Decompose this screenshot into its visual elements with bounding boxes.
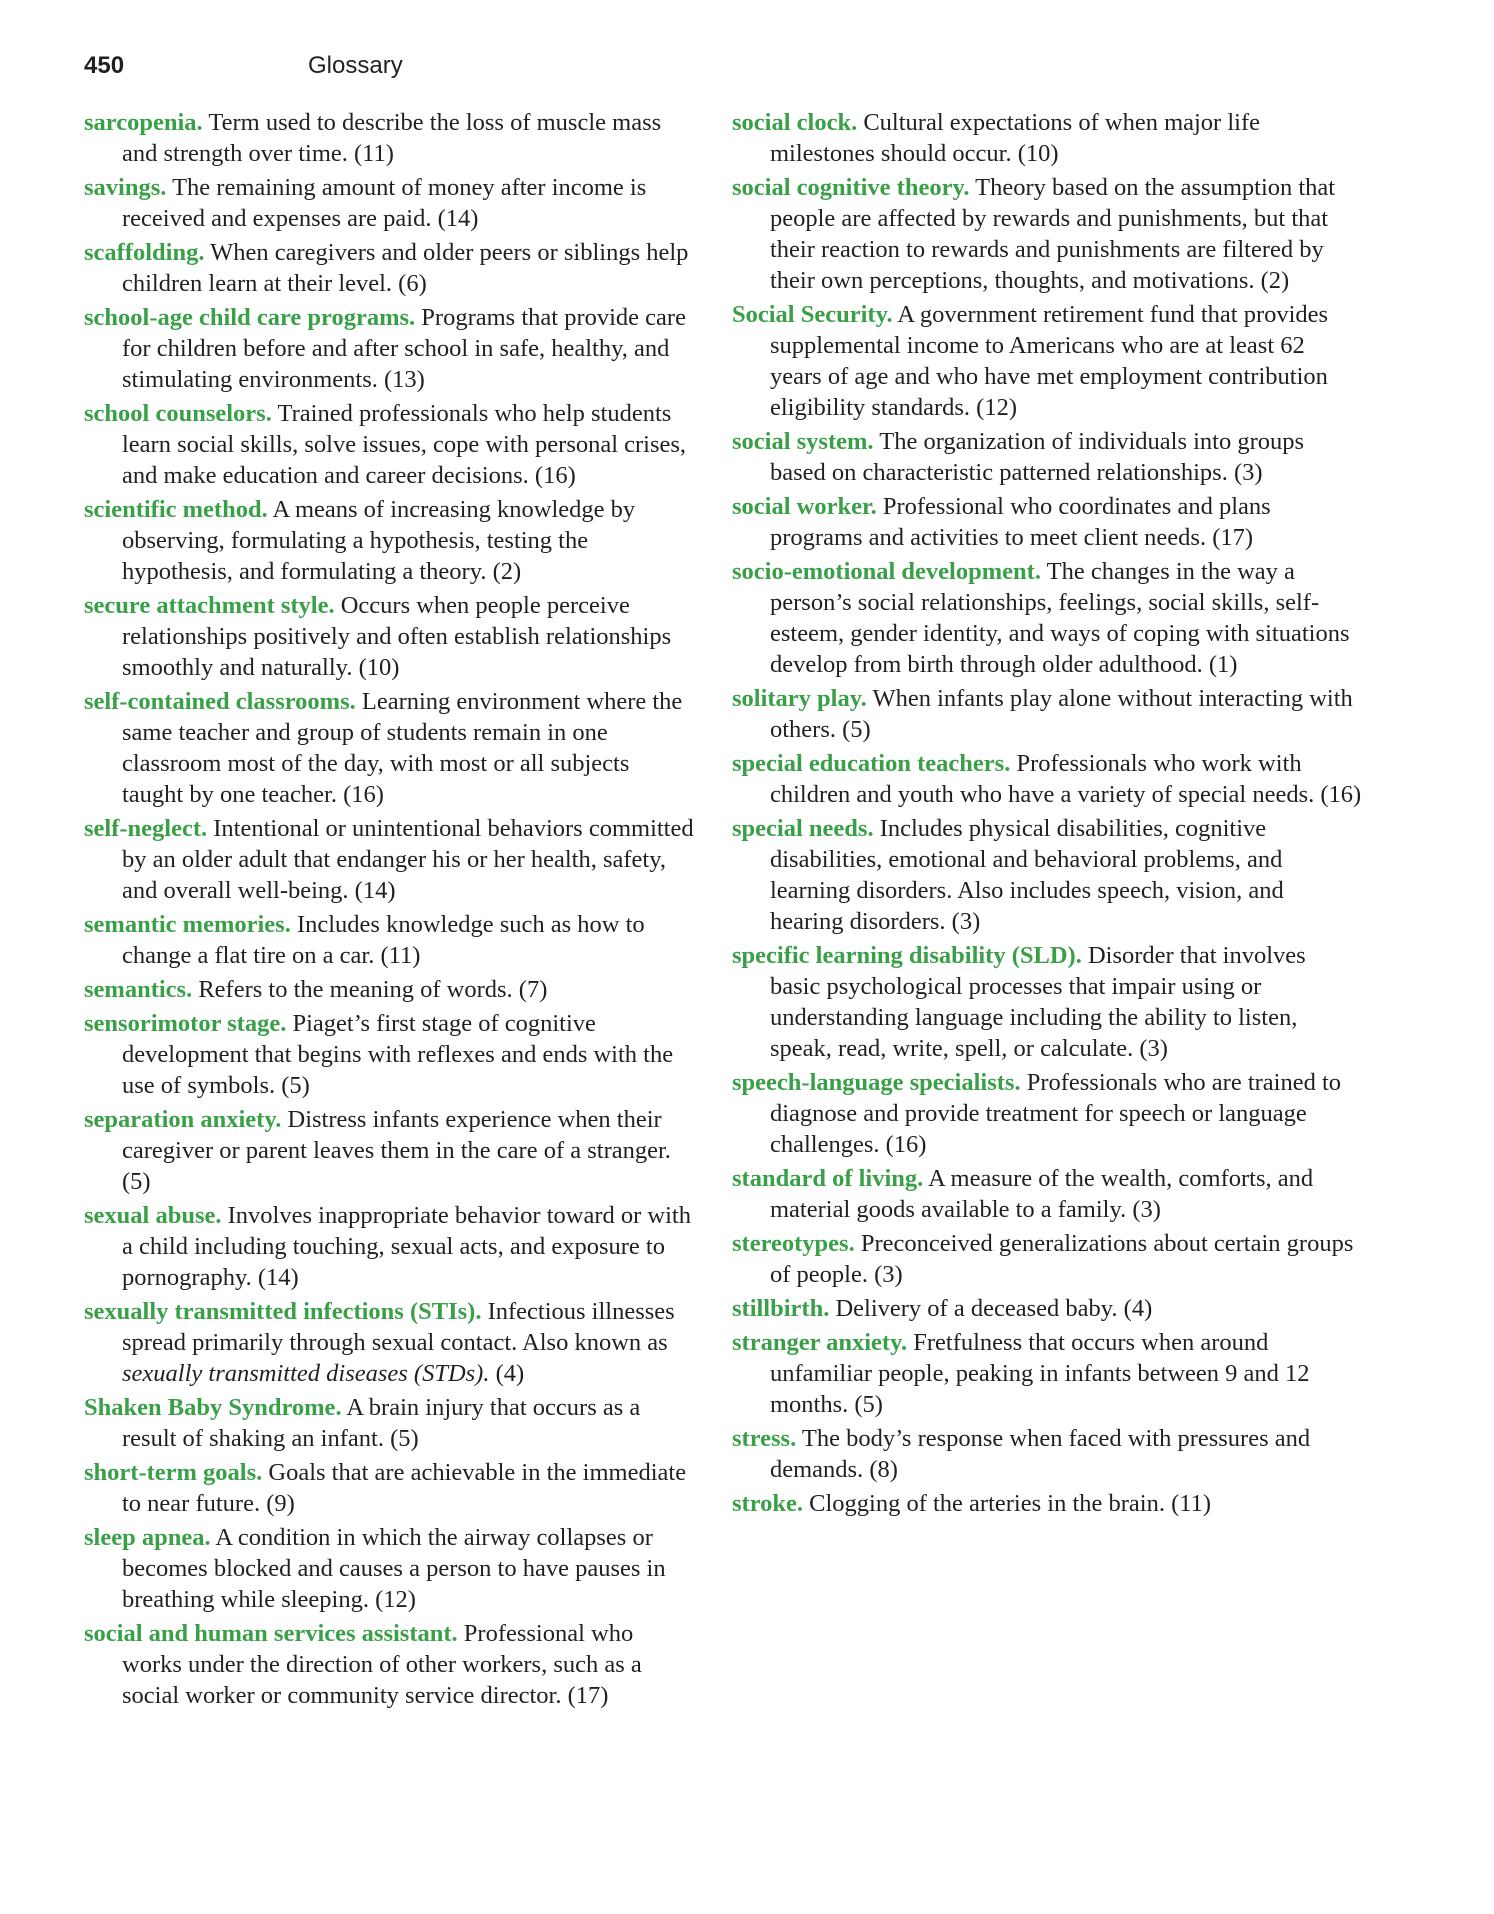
glossary-definition: Involves inappropriate behavior toward or with a child including touching, sexual acts, and exposure to pornography. (14) bbox=[122, 1202, 691, 1291]
glossary-term: school-age child care programs bbox=[84, 304, 410, 331]
glossary-entry: sexually transmitted infections (STIs). Infectious illnesses spread primarily through sexual contact. Also known as sexually transmitted diseases (STDs). (4) bbox=[84, 1298, 675, 1387]
glossary-definition: Programs that provide care for children before and after school in safe, healthy, and stimulating environments. (13) bbox=[122, 304, 686, 393]
glossary-definition: A government retirement fund that provides supplemental income to Americans who are at least 62 years of age and who have met employment contribution eligibility standards. (12) bbox=[770, 301, 1329, 421]
glossary-definition: The organization of individuals into groups based on characteristic patterned relationships. (3) bbox=[770, 428, 1305, 486]
glossary-entry: stress. The body’s response when faced with pressures and demands. (8) bbox=[732, 1425, 1311, 1483]
glossary-term: standard of living bbox=[732, 1165, 918, 1192]
glossary-term: special needs bbox=[732, 815, 868, 842]
glossary-entry: savings. The remaining amount of money after income is received and expenses are paid. (14) bbox=[84, 174, 647, 232]
glossary-entry: specific learning disability (SLD). Disorder that involves basic psychological processes that impair using or understanding language including the ability to listen, speak, read, write, spell, or calculate. (3) bbox=[732, 942, 1306, 1062]
glossary-entry: stillbirth. Delivery of a deceased baby. (4) bbox=[732, 1295, 1153, 1322]
glossary-entry: stereotypes. Preconceived generalizations about certain groups of people. (3) bbox=[732, 1230, 1354, 1288]
glossary-entry: stranger anxiety. Fretfulness that occurs when around unfamiliar people, peaking in infants between 9 and 12 months. (5) bbox=[732, 1329, 1310, 1418]
glossary-term: sarcopenia bbox=[84, 109, 197, 136]
glossary-definition: When infants play alone without interacting with others. (5) bbox=[770, 685, 1353, 743]
glossary-entry: separation anxiety. Distress infants experience when their caregiver or parent leaves them in the care of a stranger. (5) bbox=[84, 1106, 671, 1195]
glossary-term: socio-emotional development bbox=[732, 558, 1035, 585]
glossary-entry: secure attachment style. Occurs when people perceive relationships positively and often establish relationships smoothly and naturally. (10) bbox=[84, 592, 672, 681]
glossary-entry: semantic memories. Includes knowledge such as how to change a flat tire on a car. (11) bbox=[84, 911, 645, 969]
glossary-definition: A measure of the wealth, comforts, and material goods available to a family. (3) bbox=[770, 1165, 1314, 1223]
glossary-definition: Preconceived generalizations about certain groups of people. (3) bbox=[770, 1230, 1354, 1288]
glossary-term: short-term goals bbox=[84, 1459, 257, 1486]
glossary-entry: social and human services assistant. Professional who works under the direction of other workers, such as a social worker or community service director. (17) bbox=[84, 1620, 642, 1709]
glossary-definition: The remaining amount of money after income is received and expenses are paid. (14) bbox=[122, 174, 647, 232]
glossary-definition: A means of increasing knowledge by observing, formulating a hypothesis, testing the hypothesis, and formulating a theory. (2) bbox=[122, 496, 636, 585]
glossary-entry: special education teachers. Professionals who work with children and youth who have a variety of special needs. (16) bbox=[732, 750, 1362, 808]
glossary-entry: social system. The organization of individuals into groups based on characteristic patterned relationships. (3) bbox=[732, 428, 1305, 486]
glossary-entry: standard of living. A measure of the wealth, comforts, and material goods available to a family. (3) bbox=[732, 1165, 1314, 1223]
glossary-definition: Distress infants experience when their caregiver or parent leaves them in the care of a stranger. (5) bbox=[122, 1106, 671, 1195]
glossary-entry: social clock. Cultural expectations of when major life milestones should occur. (10) bbox=[732, 109, 1260, 167]
glossary-definition: Theory based on the assumption that people are affected by rewards and punishments, but that their reaction to rewards and punishments are filtered by their own perceptions, thoughts, and motivations. (2) bbox=[770, 174, 1336, 294]
glossary-term: school counselors bbox=[84, 400, 266, 427]
glossary-entry: Shaken Baby Syndrome. A brain injury that occurs as a result of shaking an infant. (5) bbox=[84, 1394, 641, 1452]
glossary-entry: special needs. Includes physical disabilities, cognitive disabilities, emotional and behavioral problems, and learning disorders. Also includes speech, vision, and hearing disorders. (3) bbox=[732, 815, 1284, 935]
glossary-term: special education teachers bbox=[732, 750, 1005, 777]
glossary-term: stereotypes bbox=[732, 1230, 849, 1257]
glossary-term: social cognitive theory bbox=[732, 174, 964, 201]
page-header bbox=[84, 46, 1384, 86]
glossary-entry: sensorimotor stage. Piaget’s first stage of cognitive development that begins with reflexes and ends with the use of symbols. (5) bbox=[84, 1010, 674, 1099]
glossary-definition: Occurs when people perceive relationships positively and often establish relationships smoothly and naturally. (10) bbox=[122, 592, 672, 681]
glossary-term: separation anxiety bbox=[84, 1106, 276, 1133]
glossary-definition: Fretfulness that occurs when around unfamiliar people, peaking in infants between 9 and 12 months. (5) bbox=[770, 1329, 1310, 1418]
glossary-term: social and human services assistant bbox=[84, 1620, 452, 1647]
glossary-definition: Includes physical disabilities, cognitive disabilities, emotional and behavioral problems, and learning disorders. Also includes speech, vision, and hearing disorders. (3) bbox=[770, 815, 1284, 935]
glossary-entry: stroke. Clogging of the arteries in the brain. (11) bbox=[732, 1490, 1211, 1517]
glossary-entry: self-contained classrooms. Learning environment where the same teacher and group of students remain in one classroom most of the day, with most or all subjects taught by one teacher. (16) bbox=[84, 688, 683, 808]
glossary-term: savings bbox=[84, 174, 161, 201]
glossary-term: Shaken Baby Syndrome bbox=[84, 1394, 336, 1421]
glossary-definition: Intentional or unintentional behaviors committed by an older adult that endanger his or her health, safety, and overall well-being. (14) bbox=[122, 815, 694, 904]
glossary-definition: When caregivers and older peers or siblings help children learn at their level. (6) bbox=[122, 239, 689, 297]
glossary-definition-italic: sexually transmitted diseases (STDs). bbox=[122, 1360, 490, 1387]
glossary-definition: A condition in which the airway collapses or becomes blocked and causes a person to have pauses in breathing while sleeping. (12) bbox=[122, 1524, 666, 1613]
glossary-term: social clock bbox=[732, 109, 852, 136]
glossary-entry: Social Security. A government retirement fund that provides supplemental income to Americans who are at least 62 years of age and who have met employment contribution eligibility standards. (12) bbox=[732, 301, 1329, 421]
glossary-entry: short-term goals. Goals that are achievable in the immediate to near future. (9) bbox=[84, 1459, 687, 1517]
glossary-term: sensorimotor stage bbox=[84, 1010, 281, 1037]
glossary-definition: Refers to the meaning of words. (7) bbox=[198, 976, 548, 1003]
glossary-definition: Cultural expectations of when major life milestones should occur. (10) bbox=[770, 109, 1260, 167]
glossary-term: secure attachment style bbox=[84, 592, 329, 619]
glossary-definition: The changes in the way a person’s social relationships, feelings, social skills, self-esteem, gender identity, and ways of coping with situations develop from birth through older adulthood. (1) bbox=[770, 558, 1350, 678]
page-number: 450 bbox=[84, 52, 125, 79]
glossary-definition: A brain injury that occurs as a result of shaking an infant. (5) bbox=[122, 1394, 641, 1452]
glossary-term: self-contained classrooms bbox=[84, 688, 350, 715]
glossary-entry: social worker. Professional who coordinates and plans programs and activities to meet client needs. (17) bbox=[732, 493, 1271, 551]
glossary-definition: Delivery of a deceased baby. (4) bbox=[835, 1295, 1153, 1322]
glossary-term: solitary play bbox=[732, 685, 861, 712]
glossary-entry: social cognitive theory. Theory based on the assumption that people are affected by rewards and punishments, but that their reaction to rewards and punishments are filtered by their own perceptions, thoughts, and motivations. (2) bbox=[732, 174, 1336, 294]
glossary-definition: Infectious illnesses spread primarily through sexual contact. Also known as bbox=[122, 1298, 675, 1356]
glossary-definition: Professionals who are trained to diagnose and provide treatment for speech or language challenges. (16) bbox=[770, 1069, 1342, 1158]
glossary-term: self-neglect bbox=[84, 815, 201, 842]
glossary-definition: Includes knowledge such as how to change a flat tire on a car. (11) bbox=[122, 911, 645, 969]
glossary-definition: Clogging of the arteries in the brain. (11) bbox=[809, 1490, 1211, 1517]
glossary-definition: Learning environment where the same teacher and group of students remain in one classroom most of the day, with most or all subjects taught by one teacher. (16) bbox=[122, 688, 683, 808]
glossary-term: stranger anxiety bbox=[732, 1329, 901, 1356]
glossary-column-right bbox=[732, 107, 1362, 1522]
glossary-term: speech-language specialists bbox=[732, 1069, 1015, 1096]
glossary-entry: sarcopenia. Term used to describe the loss of muscle mass and strength over time. (11) bbox=[84, 109, 662, 167]
glossary-term: sexual abuse bbox=[84, 1202, 216, 1229]
glossary-term: sexually transmitted infections (STIs) bbox=[84, 1298, 476, 1325]
glossary-term: stillbirth bbox=[732, 1295, 824, 1322]
glossary-entry: solitary play. When infants play alone without interacting with others. (5) bbox=[732, 685, 1353, 743]
glossary-term: semantics bbox=[84, 976, 187, 1003]
glossary-entry: sexual abuse. Involves inappropriate behavior toward or with a child including touching, sexual acts, and exposure to pornography. (14) bbox=[84, 1202, 691, 1291]
glossary-term: semantic memories bbox=[84, 911, 285, 938]
glossary-definition: Term used to describe the loss of muscle mass and strength over time. (11) bbox=[122, 109, 662, 167]
glossary-definition: Goals that are achievable in the immediate to near future. (9) bbox=[122, 1459, 687, 1517]
glossary-entry: scientific method. A means of increasing knowledge by observing, formulating a hypothesis, testing the hypothesis, and formulating a theory. (2) bbox=[84, 496, 636, 585]
glossary-entry: school counselors. Trained professionals who help students learn social skills, solve issues, cope with personal crises, and make education and career decisions. (16) bbox=[84, 400, 687, 489]
glossary-entry: school-age child care programs. Programs that provide care for children before and after school in safe, healthy, and stimulating environments. (13) bbox=[84, 304, 686, 393]
running-head: Glossary bbox=[308, 52, 403, 79]
glossary-definition: Trained professionals who help students learn social skills, solve issues, cope with personal crises, and make education and career decisions. (16) bbox=[122, 400, 687, 489]
glossary-term: stroke bbox=[732, 1490, 797, 1517]
glossary-entry: speech-language specialists. Professionals who are trained to diagnose and provide treatment for speech or language challenges. (16) bbox=[732, 1069, 1342, 1158]
glossary-term: social system bbox=[732, 428, 868, 455]
glossary-definition: Professional who coordinates and plans programs and activities to meet client needs. (17) bbox=[770, 493, 1271, 551]
glossary-term: sleep apnea bbox=[84, 1524, 205, 1551]
glossary-term: specific learning disability (SLD) bbox=[732, 942, 1076, 969]
glossary-definition: Professionals who work with children and youth who have a variety of special needs. (16) bbox=[770, 750, 1362, 808]
glossary-definition: Piaget’s first stage of cognitive development that begins with reflexes and ends with the use of symbols. (5) bbox=[122, 1010, 674, 1099]
glossary-definition-end: (4) bbox=[495, 1360, 525, 1387]
glossary-column-left bbox=[84, 107, 694, 1714]
glossary-entry: self-neglect. Intentional or unintentional behaviors committed by an older adult that endanger his or her health, safety, and overall well-being. (14) bbox=[84, 815, 694, 904]
glossary-entry: socio-emotional development. The changes in the way a person’s social relationships, feelings, social skills, self-esteem, gender identity, and ways of coping with situations develop from birth through older adulthood. (1) bbox=[732, 558, 1350, 678]
glossary-definition: Professional who works under the direction of other workers, such as a social worker or community service director. (17) bbox=[122, 1620, 642, 1709]
glossary-term: Social Security bbox=[732, 301, 887, 328]
glossary-entry: scaffolding. When caregivers and older peers or siblings help children learn at their level. (6) bbox=[84, 239, 689, 297]
glossary-term: stress bbox=[732, 1425, 791, 1452]
glossary-definition: The body’s response when faced with pressures and demands. (8) bbox=[770, 1425, 1311, 1483]
glossary-term: social worker bbox=[732, 493, 871, 520]
glossary-definition: Disorder that involves basic psychological processes that impair using or understanding language including the ability to listen, speak, read, write, spell, or calculate. (3) bbox=[770, 942, 1306, 1062]
glossary-entry: sleep apnea. A condition in which the airway collapses or becomes blocked and causes a person to have pauses in breathing while sleeping. (12) bbox=[84, 1524, 666, 1613]
glossary-term: scaffolding bbox=[84, 239, 199, 266]
glossary-term: scientific method bbox=[84, 496, 262, 523]
glossary-entry: semantics. Refers to the meaning of words. (7) bbox=[84, 976, 548, 1003]
